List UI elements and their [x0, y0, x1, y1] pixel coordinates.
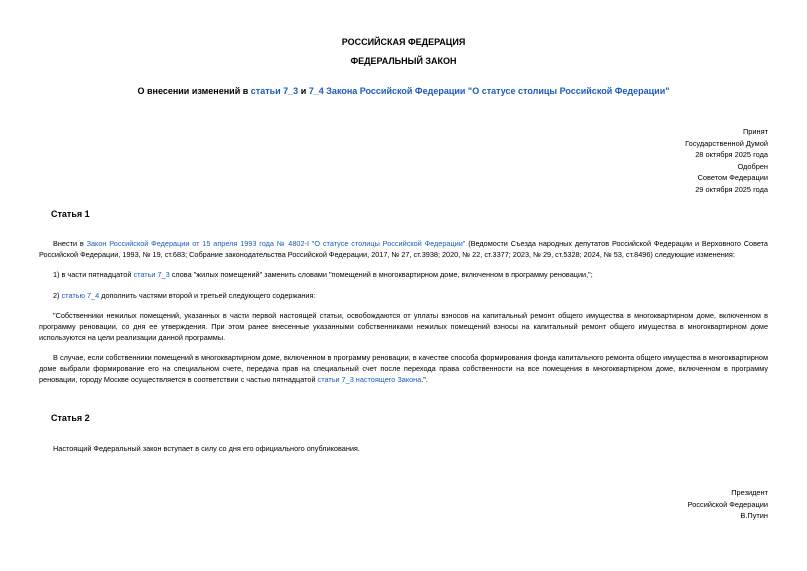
approval-date: 29 октября 2025 года: [695, 184, 768, 194]
article-1-paragraph: [39, 238, 768, 260]
law-link[interactable]: Закон Российской Федерации от 15 апреля 1993 года № 4802-I "О статусе столицы Российской Федерации": [86, 239, 466, 248]
article-1-heading: Статья 1: [51, 209, 90, 219]
adoption-date: 28 октября 2025 года: [695, 150, 768, 160]
title-and: и: [300, 86, 307, 96]
article-7-3-link[interactable]: статьи 7_3: [133, 270, 170, 279]
approval-line: Одобрен: [737, 161, 768, 171]
amendment-item-1: [39, 269, 768, 280]
article-2-heading: Статья 2: [51, 413, 90, 423]
title-link-article-7-3[interactable]: статьи 7_3: [250, 86, 299, 96]
item-prefix: 2): [53, 291, 60, 300]
signatory-title: Президент: [731, 488, 768, 497]
paragraph-prefix: Внести в: [53, 239, 84, 248]
country-heading: РОССИЙСКАЯ ФЕДЕРАЦИЯ: [341, 37, 466, 47]
item-text: дополнить частями второй и третьей следующего содержания:: [101, 291, 316, 300]
adoption-line: Государственной Думой: [685, 138, 768, 148]
approval-line: Советом Федерации: [697, 173, 768, 183]
title-prefix: О внесении изменений в: [137, 86, 249, 96]
article-7-3-this-law-link[interactable]: статьи 7_3 настоящего Закона: [317, 375, 422, 385]
item-text: слова "жилых помещений" заменить словами "помещений в многоквартирном доме, включенном в программу реновации,";: [171, 270, 593, 279]
article-7-4-link[interactable]: статью 7_4: [61, 291, 100, 300]
paragraph-end: .".: [421, 375, 428, 385]
quoted-paragraph: "Собственники нежилых помещений, указанных в части первой настоящей статьи, освобождаются от уплаты взносов на капитальный ремонт общего имущества в многоквартирном доме, включенном в программу реновации, со дня ее утверждения. При этом ранее внесенные указанными собственниками нежилых помещений взносы на капитальный ремонт общего имущества в многоквартирном доме используются на цели реализации данной программы.: [39, 311, 768, 343]
amendment-item-2: [39, 290, 768, 301]
signatory-title: Российской Федерации: [687, 499, 768, 509]
paragraph-text: В случае, если собственники помещений в многоквартирном доме, включенном в программу реновации, в качестве способа формирования фонда капитального ремонта общего имущества в многоквартирном доме выбрали формирование его на специальном счете, передача прав на специальный счет после перехода права собственности на все помещения в многоквартирном доме, включенном в программу реновации, городу Москве осуществляется в соответствии с частью пятнадцатой: [39, 353, 768, 385]
adoption-line: Принят: [742, 127, 768, 136]
document-type-heading: ФЕДЕРАЛЬНЫЙ ЗАКОН: [350, 56, 457, 66]
law-title: [0, 86, 807, 96]
adoption-block: [685, 126, 768, 196]
paragraph-text: (Ведомости Съезда народных депутатов Российской Федерации и Верховного Совета Российской Федерации, 1993, № 19, ст.683; Собрание законодательства Российской Федерации, 2017, № 27, ст.3938; 2020, № 22, ст.3377; 2023, № 29, ст.5328; 2024, № 53, ст.8496) следующие изменения:: [39, 239, 768, 260]
title-link-article-7-4[interactable]: 7_4 Закона Российской Федерации "О статусе столицы Российской Федерации": [308, 86, 670, 96]
quoted-paragraph: [39, 352, 768, 386]
signature-block: [688, 487, 768, 522]
article-2-paragraph: Настоящий Федеральный закон вступает в силу со дня его официального опубликования.: [53, 444, 360, 453]
signatory-name: В.Путин: [740, 511, 768, 521]
item-prefix: 1) в части пятнадцатой: [53, 270, 132, 279]
